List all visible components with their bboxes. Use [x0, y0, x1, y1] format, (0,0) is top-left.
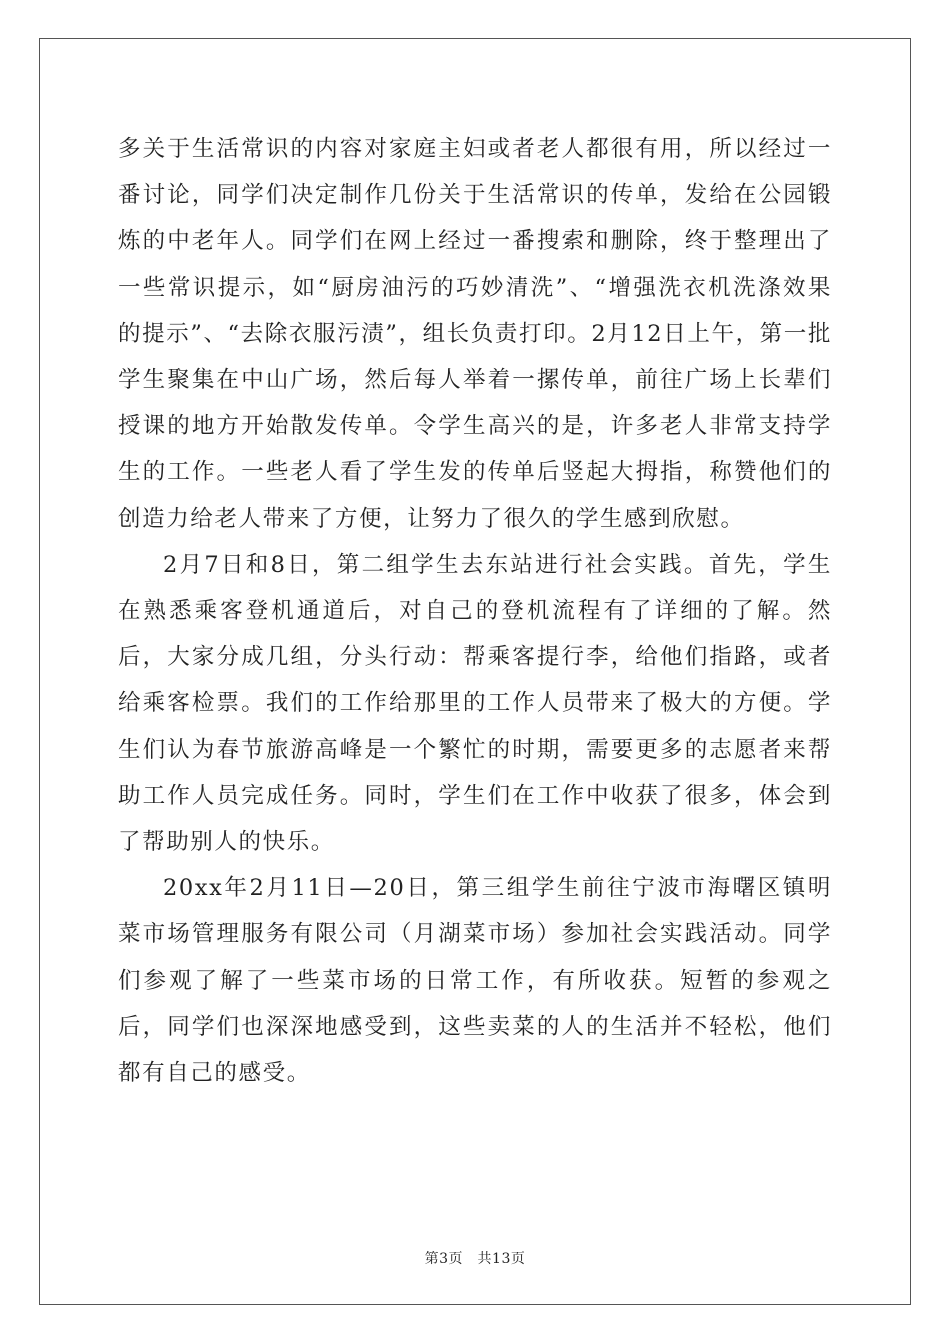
- paragraph-continued: 多关于生活常识的内容对家庭主妇或者老人都很有用，所以经过一番讨论，同学们决定制作几份关于生活常识的传单，发给在公园锻炼的中老年人。同学们在网上经过一番搜索和删除，终于整理出了一些常识提示，如“厨房油污的巧妙清洗”、“增强洗衣机洗涤效果的提示”、“去除衣服污渍”，组长负责打印。2月12日上午，第一批学生聚集在中山广场，然后每人举着一摞传单，前往广场上长辈们授课的地方开始散发传单。令学生高兴的是，许多老人非常支持学生的工作。一些老人看了学生发的传单后竖起大拇指，称赞他们的创造力给老人带来了方便，让努力了很久的学生感到欣慰。: [118, 136, 832, 532]
- paragraph-second-group: 2月7日和8日，第二组学生去东站进行社会实践。首先，学生在熟悉乘客登机通道后，对自己的登机流程有了详细的了解。然后，大家分成几组，分头行动：帮乘客提行李，给他们指路，或者给乘客检票。我们的工作给那里的工作人员带来了极大的方便。学生们认为春节旅游高峰是一个繁忙的时期，需要更多的志愿者来帮助工作人员完成任务。同时，学生们在工作中收获了很多，体会到了帮助别人的快乐。: [118, 551, 832, 856]
- document-body: [118, 126, 832, 1096]
- paragraph-third-group: 20xx年2月11日—20日，第三组学生前往宁波市海曙区镇明菜市场管理服务有限公司（月湖菜市场）参加社会实践活动。同学们参观了解了一些菜市场的日常工作，有所收获。短暂的参观之后，同学们也深深地感受到，这些卖菜的人的生活并不轻松，他们都有自己的感受。: [118, 875, 832, 1087]
- page-number-footer: 第3页 共13页: [424, 1251, 526, 1267]
